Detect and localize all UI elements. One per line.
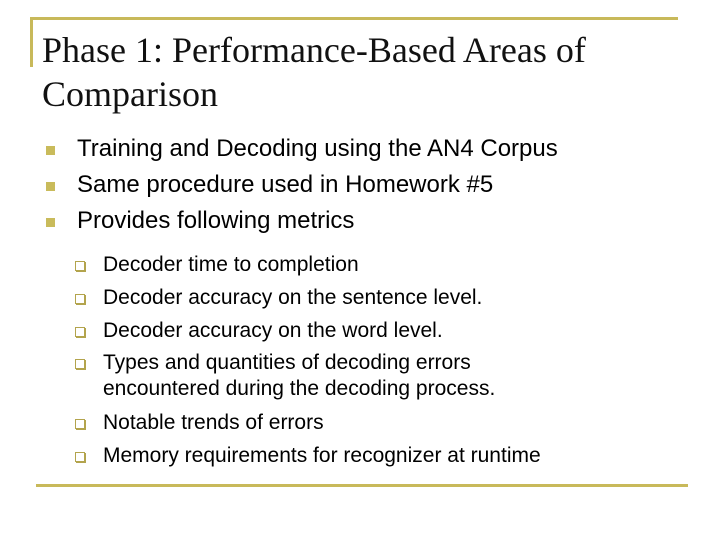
bullet-list xyxy=(42,131,558,239)
sub-bullet-item xyxy=(89,281,541,314)
sub-bullet-text: Notable trends of errors xyxy=(103,411,324,434)
bullet-item xyxy=(42,203,558,239)
hollow-box-bullet-icon xyxy=(75,261,85,271)
bullet-item xyxy=(42,167,558,203)
sub-bullet-item xyxy=(89,406,541,439)
frame-left-rule xyxy=(30,17,33,67)
sub-bullet-item xyxy=(89,314,541,347)
bullet-text: Training and Decoding using the AN4 Corpus xyxy=(77,135,558,162)
hollow-box-bullet-icon xyxy=(75,294,85,304)
square-bullet-icon xyxy=(46,182,55,191)
bullet-text: Provides following metrics xyxy=(77,207,355,234)
sub-bullet-list xyxy=(89,248,541,472)
square-bullet-icon xyxy=(46,218,55,227)
slide-title: Phase 1: Performance-Based Areas of Comparison xyxy=(42,30,586,114)
sub-bullet-text: Decoder accuracy on the word level. xyxy=(103,319,443,342)
sub-bullet-text: Decoder accuracy on the sentence level. xyxy=(103,286,483,309)
sub-bullet-item xyxy=(89,347,541,406)
sub-bullet-text: Memory requirements for recognizer at runtime xyxy=(103,444,541,467)
sub-bullet-item xyxy=(89,248,541,281)
sub-bullet-text: Types and quantities of decoding errors xyxy=(103,351,471,374)
sub-bullet-text: Decoder time to completion xyxy=(103,253,359,276)
frame-top-rule xyxy=(30,17,678,20)
square-bullet-icon xyxy=(46,146,55,155)
hollow-box-bullet-icon xyxy=(75,359,85,369)
hollow-box-bullet-icon xyxy=(75,419,85,429)
sub-bullet-text-continuation: encountered during the decoding process. xyxy=(103,377,496,400)
bullet-text: Same procedure used in Homework #5 xyxy=(77,171,494,198)
bullet-item xyxy=(42,131,558,167)
hollow-box-bullet-icon xyxy=(75,327,85,337)
hollow-box-bullet-icon xyxy=(75,452,85,462)
sub-bullet-item xyxy=(89,439,541,472)
frame-bottom-rule xyxy=(36,484,688,487)
